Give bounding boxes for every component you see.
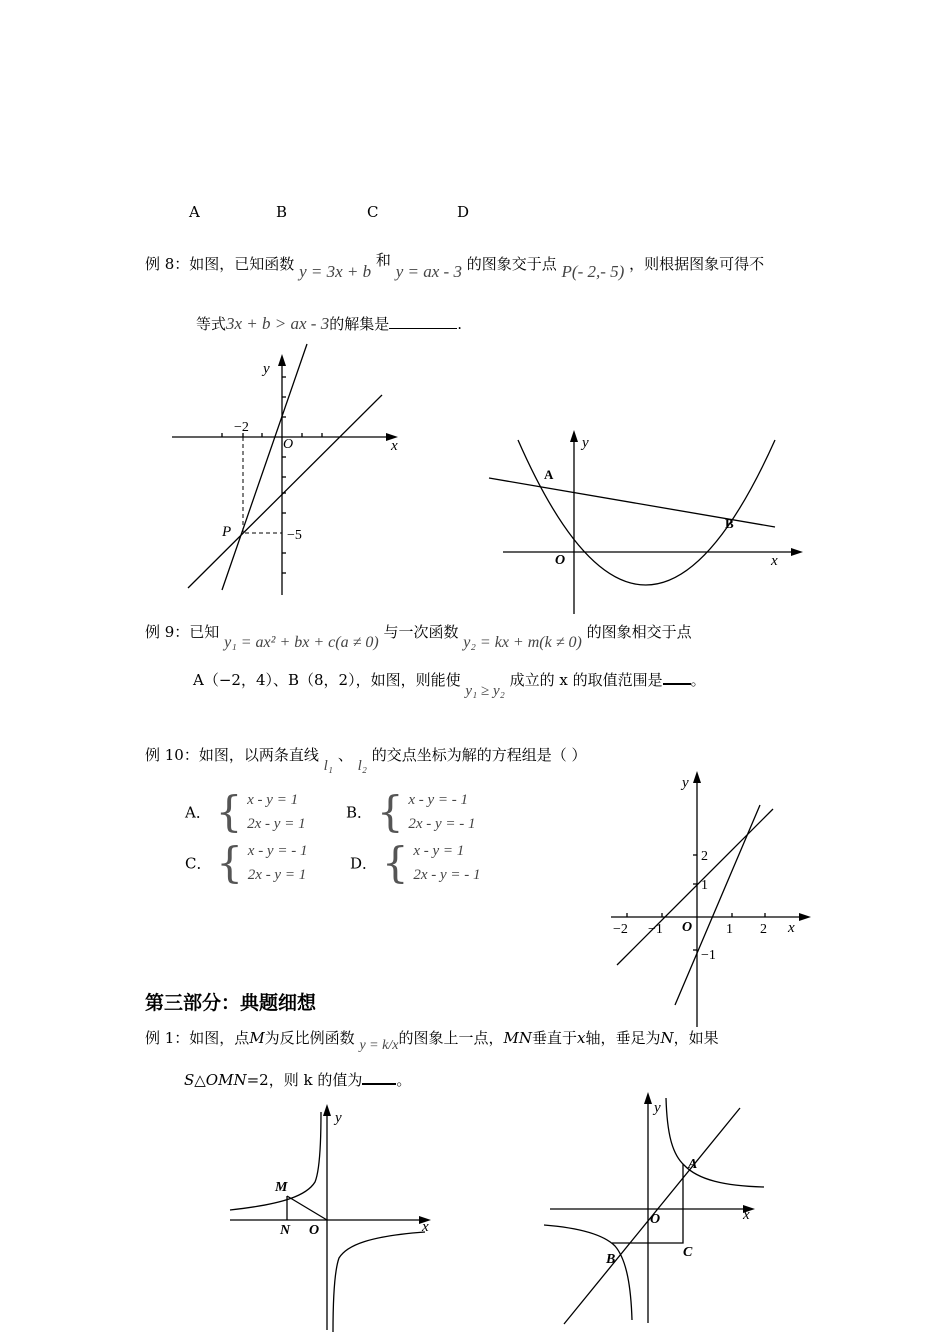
ex8-tick-neg5: −5	[287, 528, 302, 543]
ex1r-y-label: y	[654, 1100, 661, 1116]
ex9-mid: 与一次函数	[383, 623, 459, 641]
ex1-x: x	[576, 1029, 586, 1047]
ex8-inequality: 3x + b > ax - 3	[226, 314, 330, 333]
ex9-line2	[193, 669, 706, 699]
ex1l-x-label: x	[422, 1219, 429, 1235]
ex1-answer-blank	[362, 1083, 396, 1085]
option-b-brace: {	[376, 787, 404, 836]
pl-point-a: A	[544, 467, 554, 482]
ex9-line2-post: 成立的 x 的取值范围是	[509, 671, 663, 689]
ex1-t4: 轴，垂足为	[585, 1029, 661, 1047]
ex1-n: N	[660, 1029, 674, 1047]
ex1-left-graph	[225, 1100, 445, 1340]
ex9-condition: y₁ ≥ y₂	[465, 683, 505, 699]
ex1-area-val: =2，则 k 的值为	[246, 1071, 363, 1089]
ex1-m: M	[249, 1029, 265, 1047]
ex8-and: 和	[375, 251, 391, 269]
ex10-tick-x1: 1	[726, 922, 733, 937]
ex1l-point-n: N	[280, 1223, 291, 1238]
ex1-end: 。	[396, 1071, 412, 1089]
ex1r-hyperbola-right	[666, 1098, 764, 1187]
option-c-brace: {	[216, 838, 243, 887]
option-a-label: A．	[185, 803, 211, 822]
option-a-brace: {	[215, 787, 243, 836]
ex1-lead: 例 1：如图，点	[145, 1029, 250, 1047]
ex8-line2	[196, 313, 462, 334]
option-label-b: B	[276, 203, 288, 221]
ex9-formula1: y₁ = ax² + bx + c(a ≠ 0)	[224, 634, 379, 651]
ex8-tick-neg2: −2	[234, 420, 249, 435]
ex9-lead: 例 9：已知	[145, 623, 220, 641]
ex9-formula2: y₂ = kx + m(k ≠ 0)	[463, 634, 582, 651]
pl-origin: O	[555, 553, 566, 568]
ex1r-hyperbola-left	[544, 1225, 632, 1320]
ex10-origin: O	[682, 920, 693, 935]
ex10-option-c	[185, 839, 307, 887]
ex10-tail: 的交点坐标为解的方程组是（ ）	[371, 746, 587, 764]
part3-heading: 第三部分：典题细想	[145, 992, 317, 1014]
ex10-l2: l₂	[357, 758, 367, 774]
pl-point-b: B	[725, 516, 734, 531]
ex1l-hyperbola-right	[333, 1232, 425, 1332]
ex9-line2-pre: A（−2，4）、B（8，2），如图，则能使	[193, 671, 461, 689]
ex1-t5: ，如果	[673, 1029, 719, 1047]
ex8-y-label: y	[263, 361, 270, 377]
ex10-line-l1	[617, 809, 773, 965]
ex1r-origin: O	[650, 1212, 661, 1227]
option-c-label: C．	[185, 854, 212, 873]
ex1l-y-label: y	[335, 1110, 342, 1126]
ex1-area: S△OMN	[184, 1071, 247, 1089]
ex10-option-a	[185, 788, 306, 836]
ex8-formula1: y = 3x + b	[299, 262, 372, 281]
option-d-brace: {	[381, 838, 409, 887]
ex10-l1: l₁	[323, 758, 334, 774]
ex1-t2: 的图象上一点，	[398, 1029, 504, 1047]
ex8-line-1	[222, 344, 307, 590]
ex1r-point-b: B	[606, 1252, 616, 1267]
ex8-point-p: P	[222, 524, 232, 540]
option-a-eq2: 2x - y = 1	[247, 816, 306, 832]
ex1l-point-m: M	[275, 1180, 288, 1195]
ex1-t1: 为反比例函数	[264, 1029, 355, 1047]
ex8-point: P(- 2,- 5)	[561, 262, 625, 281]
ex9-end: 。	[690, 671, 706, 689]
ex1-t3: 垂直于	[531, 1029, 577, 1047]
ex8-line2-pre: 等式	[196, 315, 227, 333]
option-d-eq2: 2x - y = - 1	[413, 867, 481, 883]
parabola-line-graph	[485, 428, 815, 618]
ex8-line1	[145, 251, 765, 281]
ex1-mn: MN	[503, 1029, 532, 1047]
ex8-line-2	[188, 395, 382, 588]
ex10-sep: 、	[337, 746, 353, 764]
pl-x-label: x	[771, 553, 778, 569]
option-b-eq2: 2x - y = - 1	[408, 816, 476, 832]
ex8-origin: O	[283, 437, 294, 452]
ex10-lead: 例 10：如图，以两条直线	[145, 746, 319, 764]
ex1r-x-label: x	[743, 1207, 750, 1223]
ex1-right-graph	[540, 1088, 770, 1338]
ex10-graph	[605, 765, 825, 1035]
ex10-tick-x2: 2	[760, 922, 767, 937]
option-c-eq2: 2x - y = 1	[247, 867, 307, 883]
ex1l-origin: O	[309, 1223, 320, 1238]
ex8-formula2: y = ax - 3	[395, 262, 462, 281]
option-b-label: B．	[346, 803, 373, 822]
ex10-option-b	[346, 788, 476, 836]
option-d-eq1: x - y = 1	[413, 843, 465, 859]
option-d-label: D．	[350, 854, 378, 873]
ex8-graph	[170, 340, 410, 600]
ex10-option-d	[350, 839, 481, 887]
ex1-line2	[184, 1069, 411, 1090]
ex10-line1	[145, 744, 587, 774]
ex10-tick-y1: 1	[701, 878, 708, 893]
option-b-eq1: x - y = - 1	[408, 792, 469, 808]
ex9-tail: 的图象相交于点	[586, 623, 692, 641]
ex1l-segment-mo	[287, 1196, 327, 1220]
ex1r-point-a: A	[688, 1157, 698, 1172]
ex10-x-label: x	[788, 920, 795, 936]
option-label-c: C	[367, 203, 379, 221]
ex8-tail: ，则根据图象可得不	[629, 255, 765, 273]
ex1r-point-c: C	[683, 1245, 693, 1260]
ex8-dash-guides	[243, 437, 282, 533]
ex10-tick-xm1: −1	[648, 922, 663, 937]
ex1l-hyperbola-left	[230, 1112, 321, 1210]
ex10-tick-xm2: −2	[613, 922, 628, 937]
ex8-line2-post: 的解集是	[329, 315, 390, 333]
option-label-a: A	[189, 203, 200, 221]
ex1-formula: y = k/x	[359, 1038, 399, 1053]
ex8-mid: 的图象交于点	[466, 255, 557, 273]
ex8-x-label: x	[391, 438, 398, 454]
option-a-eq1: x - y = 1	[247, 792, 299, 808]
ex8-answer-blank	[389, 328, 457, 329]
ex10-line-l2	[675, 805, 760, 1005]
ex9-answer-blank	[663, 683, 691, 685]
option-c-eq1: x - y = - 1	[247, 843, 308, 859]
ex10-tick-y2: 2	[701, 849, 708, 864]
ex8-end: .	[457, 315, 463, 333]
option-label-d: D	[457, 203, 470, 221]
ex10-y-label: y	[682, 775, 689, 791]
ex1-line1	[145, 1027, 719, 1053]
ex9-line1	[145, 621, 692, 651]
ex10-tick-ym1: −1	[701, 948, 716, 963]
pl-y-label: y	[582, 435, 589, 451]
ex8-lead: 例 8：如图，已知函数	[145, 255, 295, 273]
